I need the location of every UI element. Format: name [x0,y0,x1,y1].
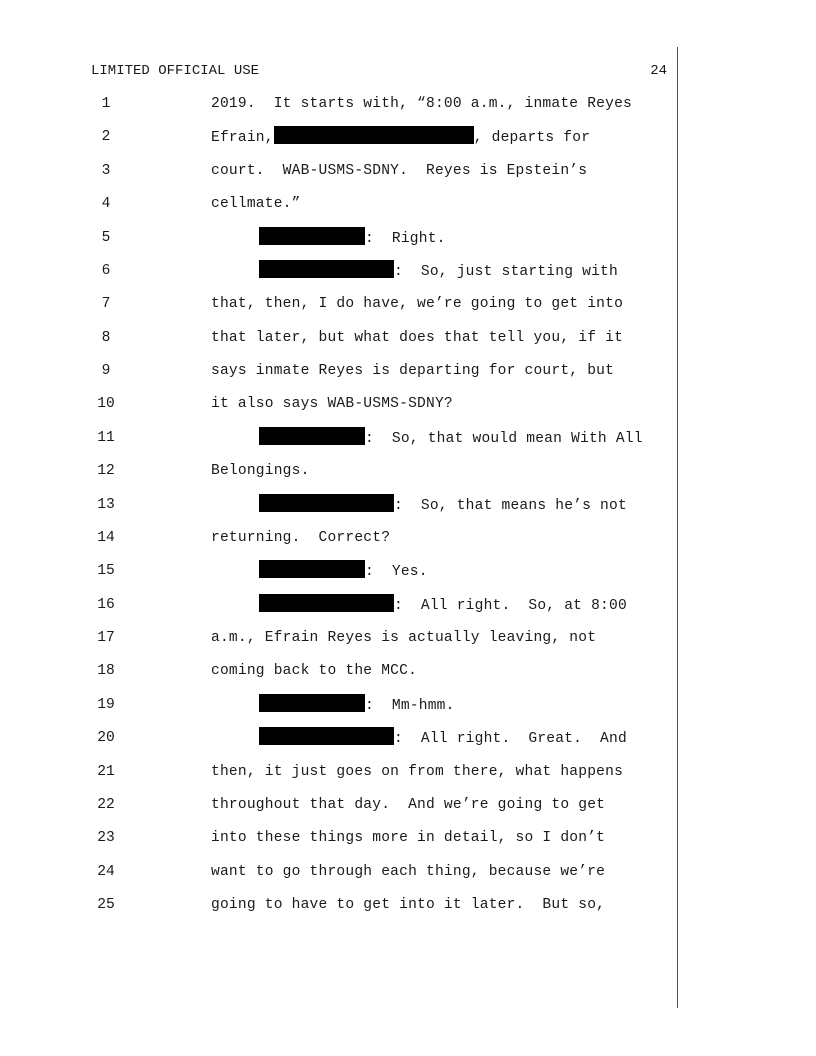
line-number: 21 [97,763,115,780]
line-text [259,427,643,450]
line-number: 8 [101,329,111,346]
transcript-line [0,260,680,282]
page-header [91,61,667,81]
line-text: a.m., Efrain Reyes is actually leaving, not [211,630,597,646]
line-number: 12 [97,463,115,480]
line-number: 4 [101,196,111,213]
text-before-redaction: Efrain, [211,130,274,147]
speech-text: : Right. [365,230,446,247]
transcript-line [0,694,680,716]
line-number: 11 [97,429,115,446]
line-number: 15 [97,563,115,580]
text-after-redaction: , departs for [473,130,591,147]
line-text: going to have to get into it later. But so, [211,897,606,913]
transcript-line [0,727,680,749]
transcript-line [0,594,680,616]
line-text: then, it just goes on from there, what happens [211,763,624,780]
transcript-line [0,794,680,816]
transcript-line [0,293,680,315]
speaker-redaction [259,260,394,278]
transcript-line [0,827,680,849]
line-text [259,260,618,283]
speech-text: : So, that would mean With All [365,430,643,447]
speaker-redaction [259,594,394,612]
transcript-line [0,660,680,682]
speaker-redaction [259,560,365,578]
line-number: 22 [97,796,115,813]
line-text: returning. Correct? [211,529,391,546]
line-number: 2 [101,129,111,146]
line-number: 18 [97,663,115,680]
speaker-redaction [259,427,365,445]
line-text: want to go through each thing, because we’re [211,863,606,880]
transcript-line [0,160,680,182]
transcript-line [0,861,680,883]
line-text [259,227,446,250]
line-number: 5 [101,229,111,246]
transcript-line [0,494,680,516]
line-text: cellmate.” [211,196,301,213]
speaker-redaction [259,494,394,512]
line-number: 17 [97,630,115,646]
speech-text: : All right. So, at 8:00 [394,597,627,614]
speech-text: : So, that means he’s not [394,497,627,514]
line-number: 24 [97,863,115,880]
line-text: throughout that day. And we’re going to get [211,796,606,813]
transcript-line [0,560,680,582]
line-text: into these things more in detail, so I don’t [211,830,606,847]
line-text: Belongings. [211,463,310,480]
line-text [211,126,590,149]
speaker-redaction [259,727,394,745]
line-text [259,494,627,517]
classification-marking: LIMITED OFFICIAL USE [91,63,260,79]
line-number: 13 [97,496,115,513]
transcript-line [0,193,680,215]
transcript-line [0,393,680,415]
speaker-redaction [259,694,365,712]
transcript-line [0,360,680,382]
page-number: 24 [650,63,667,79]
line-text [259,694,455,717]
line-text [259,727,627,750]
line-text: that later, but what does that tell you, if it [211,329,624,346]
line-number: 6 [101,262,111,279]
speech-text: : Yes. [365,564,428,581]
speech-text: : All right. Great. And [394,731,627,748]
line-number: 20 [97,730,115,747]
line-number: 23 [97,830,115,847]
transcript-line [0,761,680,783]
transcript-line [0,894,680,916]
line-number: 7 [101,296,111,313]
speech-text: : So, just starting with [394,263,618,280]
transcript-line [0,527,680,549]
line-number: 9 [101,363,111,379]
transcript-line [0,93,680,115]
line-text [259,594,627,617]
line-number: 14 [97,529,115,546]
line-text: it also says WAB-USMS-SDNY? [211,396,453,413]
transcript-line [0,427,680,449]
line-text: court. WAB-USMS-SDNY. Reyes is Epstein’s [211,162,588,179]
inline-redaction [274,126,474,144]
line-text: that, then, I do have, we’re going to get into [211,296,624,313]
speaker-redaction [259,227,365,245]
transcript-line [0,460,680,482]
transcript-line [0,327,680,349]
line-text: 2019. It starts with, “8:00 a.m., inmate Reyes [211,96,633,112]
line-number: 10 [97,396,115,413]
transcript-line [0,126,680,148]
line-number: 3 [101,162,111,179]
line-text [259,560,428,583]
transcript-line [0,227,680,249]
line-number: 16 [97,596,115,613]
line-number: 1 [101,96,111,112]
transcript-line [0,627,680,649]
line-number: 19 [97,696,115,713]
line-text: coming back to the MCC. [211,663,418,680]
speech-text: : Mm-hmm. [365,697,455,714]
line-text: says inmate Reyes is departing for court, but [211,363,615,379]
line-number: 25 [97,897,115,913]
